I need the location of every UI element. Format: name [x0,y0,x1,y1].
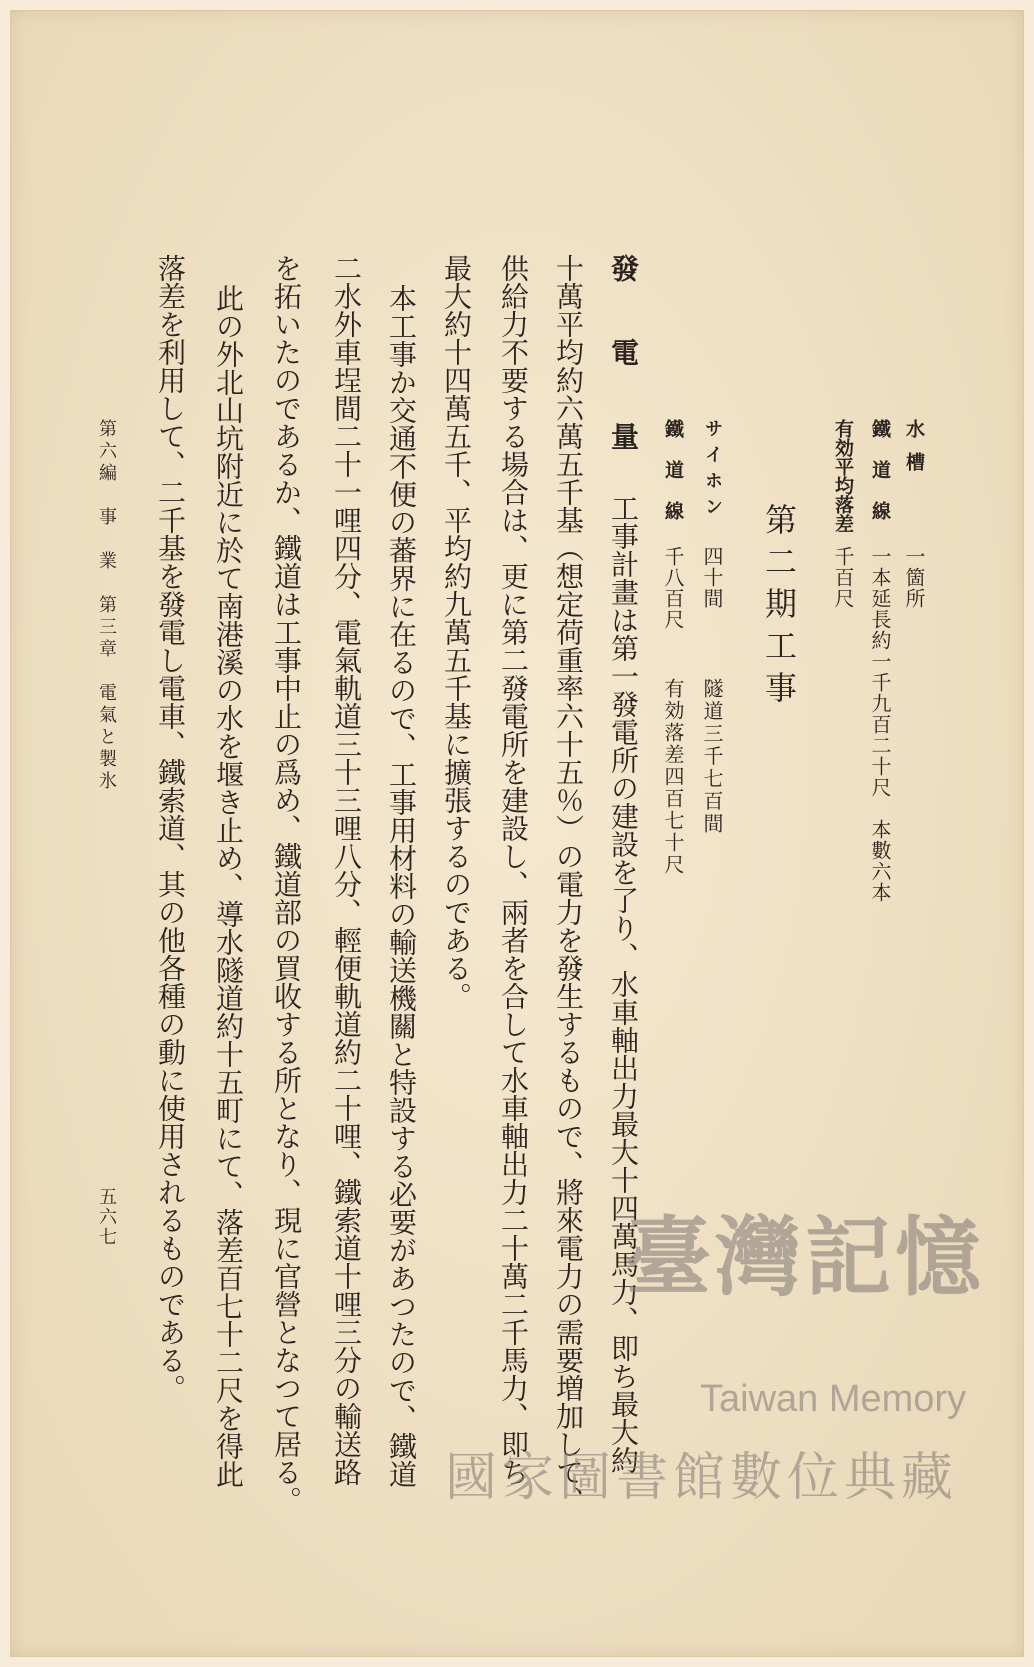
watermark-logo: 臺灣記憶 [625,1207,985,1308]
body-column-6: 二水外車埕間二十一哩四分、電氣軌道三十三哩八分、輕便軌道約二十哩、鐵索道十哩三分の輸送路 [330,254,363,1486]
body-column-2: 十萬平均約六萬五千基（想定荷重率六十五％）の電力を發生するもので、將來電力の需要増加して、 [552,254,585,1514]
body-column-7: を拓いたのであるか、鐵道は工事中止の爲め、鐵道部の買收する所となり、現に官營となつて居る。 [270,254,303,1514]
body-column-3: 供給力不要する場合は、更に第二發電所を建設し、兩者を合して水車軸出力二十萬二千馬力、即ち [497,254,530,1486]
spec-value-siphon: 四十間 [700,546,724,609]
spec-value-railway: 一本延長約一千九百二十尺 本數六本 [868,546,892,903]
section-heading: 第二期工事 [760,503,798,713]
spec-label-railway: 鐵道線 [869,419,891,542]
body-column-5: 本工事か交通不便の蕃界に在るので、工事用材料の輸送機關と特設する必要があつたので、鐵道 [385,284,418,1488]
spec-value-railway-2: 千八百尺 [661,546,685,630]
body-column-9: 落差を利用して、二千基を發電し電車、鐵索道、其の他各種の動に使用されるものである。 [154,254,187,1402]
body-column-4: 最大約十四萬五千、平均約九萬五千基に擴張するのである。 [440,254,473,1010]
spec-label-siphon: サイホン [702,419,723,523]
spec-label-water-tank: 水槽 [903,419,925,485]
spec-value-water-tank: 一箇所 [902,546,926,609]
body-column-text: 工事計畫は第一發電所の建設を了り、水車軸出力最大十四萬馬力、即ち最大約 [607,494,640,1474]
body-lead-heading: 發 電 量 [607,254,640,464]
watermark-english: Taiwan Memory [700,1378,967,1420]
page-number: 五六七 [96,1187,117,1247]
watermark-institution: 國家圖書館數位典藏 [445,1448,959,1508]
spec-label-effective-head: 有効平均落差 [832,419,854,533]
running-head: 第六編 事 業 第三章 電氣と製氷 [96,419,117,793]
body-column-8: 此の外北山坑附近に於て南港溪の水を堰き止め、導水隧道約十五町にて、落差百七十二尺を得此 [212,284,245,1488]
spec-label-railway-2: 鐵道線 [662,419,684,542]
spec-value-effective-head: 千百尺 [831,546,855,609]
spec-detail-railway-2: 有効落差四百七十尺 [661,678,685,876]
spec-detail-siphon: 隧道三千七百間 [700,678,724,836]
